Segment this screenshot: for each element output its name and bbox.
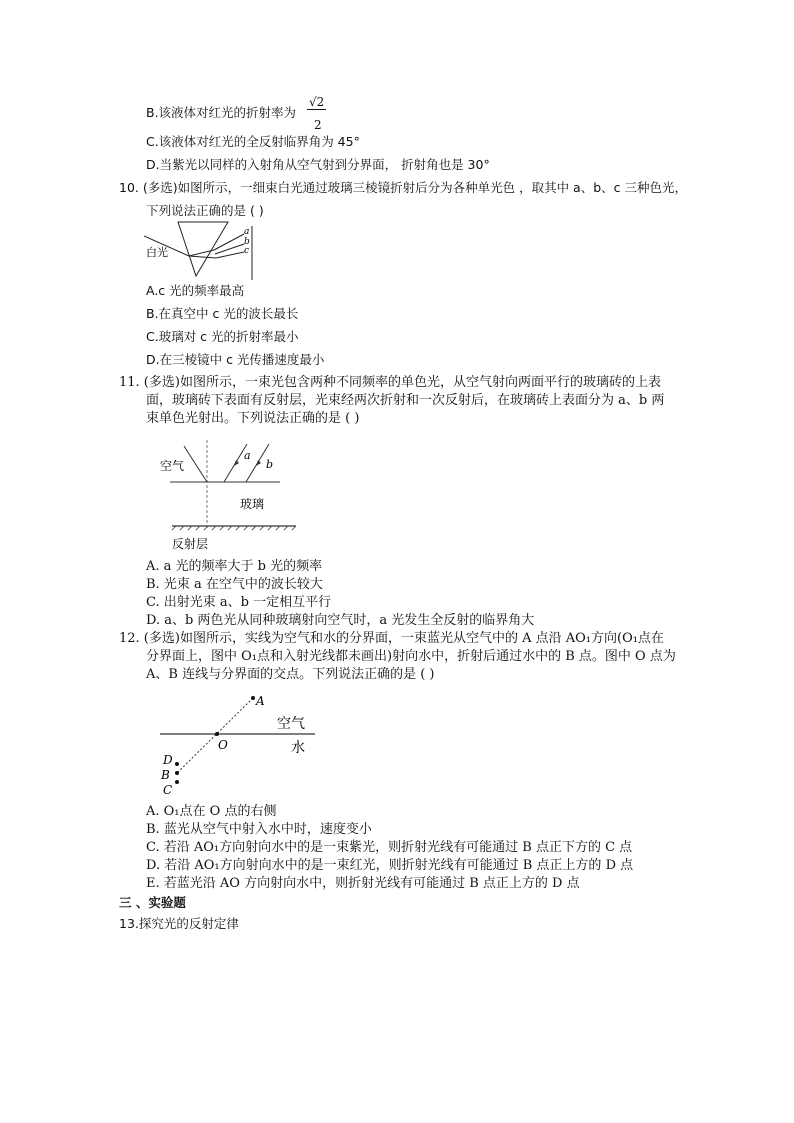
q12-option-a: A. O₁点在 O 点的右侧 <box>146 804 277 819</box>
q10-option-c: C.玻璃对 c 光的折射率最小 <box>146 329 299 344</box>
q11-glass-figure <box>150 430 310 555</box>
q12-option-e: E. 若蓝光沿 AO 方向射向水中，则折射光线有可能通过 B 点正上方的 D 点 <box>146 876 580 891</box>
label-c: C <box>163 783 173 797</box>
air-label: 空气 <box>277 716 305 732</box>
q11-option-b: B. 光束 a 在空气中的波长较大 <box>146 577 323 592</box>
q10-stem-line2: 下列说法正确的是 ( ) <box>146 203 264 218</box>
glass-label: 玻璃 <box>240 497 265 511</box>
arrow-a <box>234 460 239 466</box>
prism-triangle <box>178 222 228 276</box>
q9-option-b <box>146 105 296 121</box>
q12-stem-line2: 分界面上，图中 O₁点和入射光线都未画出)射向水中，折射后通过水中的 B 点。图中 O 点为 <box>146 649 676 664</box>
section-3-heading: 三 、实验题 <box>119 895 186 910</box>
air-label: 空气 <box>160 459 185 473</box>
water-label: 水 <box>291 740 305 756</box>
label-a: A <box>256 694 265 708</box>
label-o: O <box>218 738 228 752</box>
label-c: c <box>244 246 250 256</box>
point-c <box>175 780 179 784</box>
q10-option-a: A.c 光的频率最高 <box>146 283 245 298</box>
arrow-b <box>256 460 261 466</box>
q11-option-a: A. a 光的频率大于 b 光的频率 <box>146 559 323 574</box>
white-light-label: 白光 <box>146 246 168 259</box>
q12-interface-figure <box>155 688 320 800</box>
q11-option-c: C. 出射光束 a、b 一定相互平行 <box>146 595 332 610</box>
line-a-to-b <box>177 698 253 773</box>
q12-stem-line1: 12. (多选)如图所示，实线为空气和水的分界面，一束蓝光从空气中的 A 点沿 AO₁方向(O₁点在 <box>119 631 664 646</box>
q12-stem-line3: A、B 连线与分界面的交点。下列说法正确的是 ( ) <box>146 667 435 682</box>
label-b: b <box>244 237 250 247</box>
q11-stem-line2: 面，玻璃砖下表面有反射层，光束经两次折射和一次反射后，在玻璃砖上表面分为 a、b 两 <box>146 393 665 408</box>
label-a: a <box>244 227 250 237</box>
q10-option-d: D.在三棱镜中 c 光传播速度最小 <box>146 352 325 367</box>
q12-option-d: D. 若沿 AO₁方向射向水中的是一束红光，则折射光线有可能通过 B 点正上方的 D 点 <box>146 858 634 873</box>
q11-option-d: D. a、b 两色光从同种玻璃射向空气时，a 光发生全反射的临界角大 <box>146 613 535 628</box>
incident-beam <box>184 446 207 482</box>
q13-title: 13.探究光的反射定律 <box>119 916 239 931</box>
point-b <box>175 771 179 775</box>
q12-option-c: C. 若沿 AO₁方向射向水中的是一束紫光，则折射光线有可能通过 B 点正下方的 C 点 <box>146 840 633 855</box>
ray-c <box>216 252 244 258</box>
point-o <box>215 732 219 736</box>
q9-option-b-text: B.该液体对红光的折射率为 <box>146 105 297 120</box>
q9-fraction-denominator: 2 <box>314 118 322 132</box>
q9-option-b-fraction <box>307 95 326 110</box>
label-b: B <box>161 768 170 782</box>
q9-fraction-numerator: √2 <box>309 95 325 109</box>
q9-option-d: D.当紫光以同样的入射角从空气射到分界面， 折射角也是 30° <box>146 157 490 172</box>
ray-a <box>214 234 244 250</box>
point-a <box>251 696 255 700</box>
internal-ray-lower <box>189 256 216 258</box>
label-d: D <box>163 753 173 767</box>
q11-stem-line1: 11. (多选)如图所示，一束光包含两种不同频率的单色光，从空气射向两面平行的玻璃砖的上表 <box>119 375 661 390</box>
q10-stem-line1: 10. (多选)如图所示，一细束白光通过玻璃三棱镜折射后分为各种单光色 ，取其中 a、b、c 三种色光， <box>119 180 687 195</box>
beam-b-label: b <box>266 458 274 471</box>
internal-ray-upper <box>189 250 214 256</box>
q12-option-b: B. 蓝光从空气中射入水中时，速度变小 <box>146 822 372 837</box>
q9-option-c: C.该液体对红光的全反射临界角为 45° <box>146 134 360 149</box>
q10-option-b: B.在真空中 c 光的波长最长 <box>146 306 299 321</box>
reflective-layer-label: 反射层 <box>172 537 209 551</box>
point-d <box>175 762 179 766</box>
beam-a-label: a <box>244 449 251 462</box>
q10-prism-figure <box>144 220 264 282</box>
q11-stem-line3: 束单色光射出。下列说法正确的是 ( ) <box>146 411 360 426</box>
